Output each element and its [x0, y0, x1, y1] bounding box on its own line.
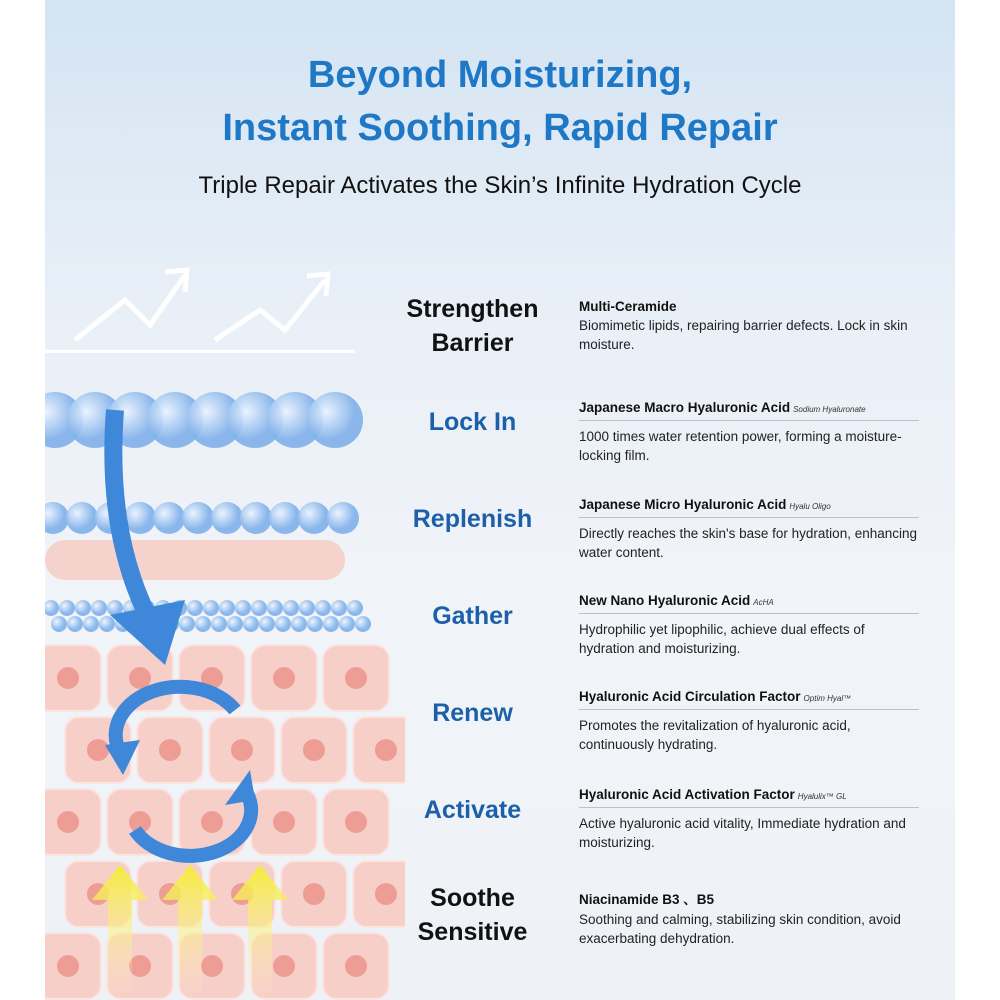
bubble [179, 616, 195, 632]
bubble [315, 600, 331, 616]
cell-nucleus [231, 739, 253, 761]
ingredient-name: Multi-Ceramide [579, 299, 677, 314]
bubble [355, 616, 371, 632]
ingredient-name: New Nano Hyaluronic Acid [579, 593, 751, 608]
cell-nucleus [345, 811, 367, 833]
bubble [275, 616, 291, 632]
bubble [307, 616, 323, 632]
bubble [307, 392, 363, 448]
bubble [45, 502, 69, 534]
up-arrow-icon [215, 274, 328, 340]
bubble [99, 616, 115, 632]
bubble [91, 600, 107, 616]
bubble [211, 502, 243, 534]
ingredient-multi-ceramide [579, 299, 919, 354]
cell-nucleus [273, 667, 295, 689]
ingredient-desc: 1000 times water retention power, forming a moisture-locking film. [579, 429, 902, 463]
label-soothe-sensitive [375, 881, 570, 949]
bubble [235, 600, 251, 616]
bubble [59, 600, 75, 616]
cell-nucleus [129, 667, 151, 689]
bubble [195, 616, 211, 632]
label-replenish: Replenish [412, 505, 533, 533]
skin-layers-illustration [45, 0, 405, 1000]
cell-nucleus [57, 955, 79, 977]
bubble [298, 502, 330, 534]
cell-nucleus [159, 739, 181, 761]
ingredient-desc: Biomimetic lipids, repairing barrier defects. Lock in skin moisture. [579, 318, 908, 352]
ingredient-name: Japanese Micro Hyaluronic Acid [579, 497, 787, 512]
ingredient-activation-factor [579, 787, 919, 852]
bubble [327, 502, 359, 534]
divider [579, 420, 919, 421]
label-gather: Gather [432, 602, 513, 630]
label-strengthen-barrier [375, 292, 570, 360]
ingredient-tag: Hyalulix™ GL [797, 792, 847, 801]
cell-nucleus [303, 739, 325, 761]
bubble [83, 616, 99, 632]
divider-line [45, 350, 355, 353]
cell-nucleus [273, 811, 295, 833]
bubble [203, 600, 219, 616]
ingredient-desc: Hydrophilic yet lipophilic, achieve dual effects of hydration and moisturizing. [579, 622, 865, 656]
title-line-2: Instant Soothing, Rapid Repair [222, 107, 778, 149]
bubble [66, 502, 98, 534]
bubble [243, 616, 259, 632]
bubble [67, 616, 83, 632]
cell-nucleus [87, 739, 109, 761]
ingredient-desc: Directly reaches the skin's base for hydration, enhancing water content. [579, 526, 918, 560]
ingredient-micro-ha [579, 497, 919, 562]
infographic [45, 0, 955, 1000]
label-line: Sensitive [417, 918, 528, 946]
bubble [269, 502, 301, 534]
bubble [323, 616, 339, 632]
label-lock-in: Lock In [428, 408, 517, 436]
bubble [299, 600, 315, 616]
bubble [182, 502, 214, 534]
label-line: Strengthen [406, 295, 539, 323]
bubble [283, 600, 299, 616]
bubble [211, 616, 227, 632]
ingredient-tag: AcHA [753, 598, 774, 607]
bubble [251, 600, 267, 616]
bubble [75, 600, 91, 616]
divider [579, 709, 919, 710]
bubble [347, 600, 363, 616]
ingredient-name: Hyaluronic Acid Circulation Factor [579, 689, 801, 704]
title-line-1: Beyond Moisturizing, [307, 54, 693, 96]
label-line: Barrier [431, 329, 514, 357]
ingredient-tag: Optim Hyal™ [803, 694, 852, 703]
bubble [219, 600, 235, 616]
cell-nucleus [57, 667, 79, 689]
ingredient-tag: Sodium Hyaluronate [793, 405, 866, 414]
cell-nucleus [303, 883, 325, 905]
cell-nucleus [273, 955, 295, 977]
label-line: Soothe [430, 884, 515, 912]
ingredient-name: Hyaluronic Acid Activation Factor [579, 787, 795, 802]
ingredient-desc: Soothing and calming, stabilizing skin condition, avoid exacerbating dehydration. [579, 912, 901, 946]
ingredient-tag: Hyalu Oligo [789, 502, 831, 511]
cell-nucleus [201, 811, 223, 833]
ingredient-name: Niacinamide B3 、B5 [579, 892, 715, 907]
ingredient-nano-ha [579, 593, 919, 658]
cell-nucleus [201, 955, 223, 977]
bubble [187, 600, 203, 616]
divider [579, 807, 919, 808]
bubble [331, 600, 347, 616]
cell-nucleus [345, 667, 367, 689]
divider [579, 517, 919, 518]
ingredient-desc: Promotes the revitalization of hyaluronic acid, continuously hydrating. [579, 718, 851, 752]
cell-nucleus [129, 955, 151, 977]
cell-nucleus [345, 955, 367, 977]
ingredient-name: Japanese Macro Hyaluronic Acid [579, 400, 791, 415]
bubble [240, 502, 272, 534]
ingredient-niacinamide [579, 888, 919, 948]
divider [579, 613, 919, 614]
skin-layer [45, 540, 345, 580]
bubble [339, 616, 355, 632]
ingredient-macro-ha [579, 400, 919, 465]
cell-nucleus [375, 739, 397, 761]
ingredient-desc: Active hyaluronic acid vitality, Immediate hydration and moisturizing. [579, 816, 906, 850]
bubble [291, 616, 307, 632]
bubble [45, 600, 59, 616]
subtitle: Triple Repair Activates the Skin’s Infinite Hydration Cycle [198, 172, 802, 199]
bubble [153, 502, 185, 534]
label-renew: Renew [432, 699, 513, 727]
bubble [51, 616, 67, 632]
label-activate: Activate [423, 796, 522, 824]
cell-nucleus [57, 811, 79, 833]
up-arrow-icon [75, 270, 187, 340]
bubble [267, 600, 283, 616]
ingredient-circulation-factor [579, 689, 919, 754]
bubble [259, 616, 275, 632]
bubble [227, 616, 243, 632]
